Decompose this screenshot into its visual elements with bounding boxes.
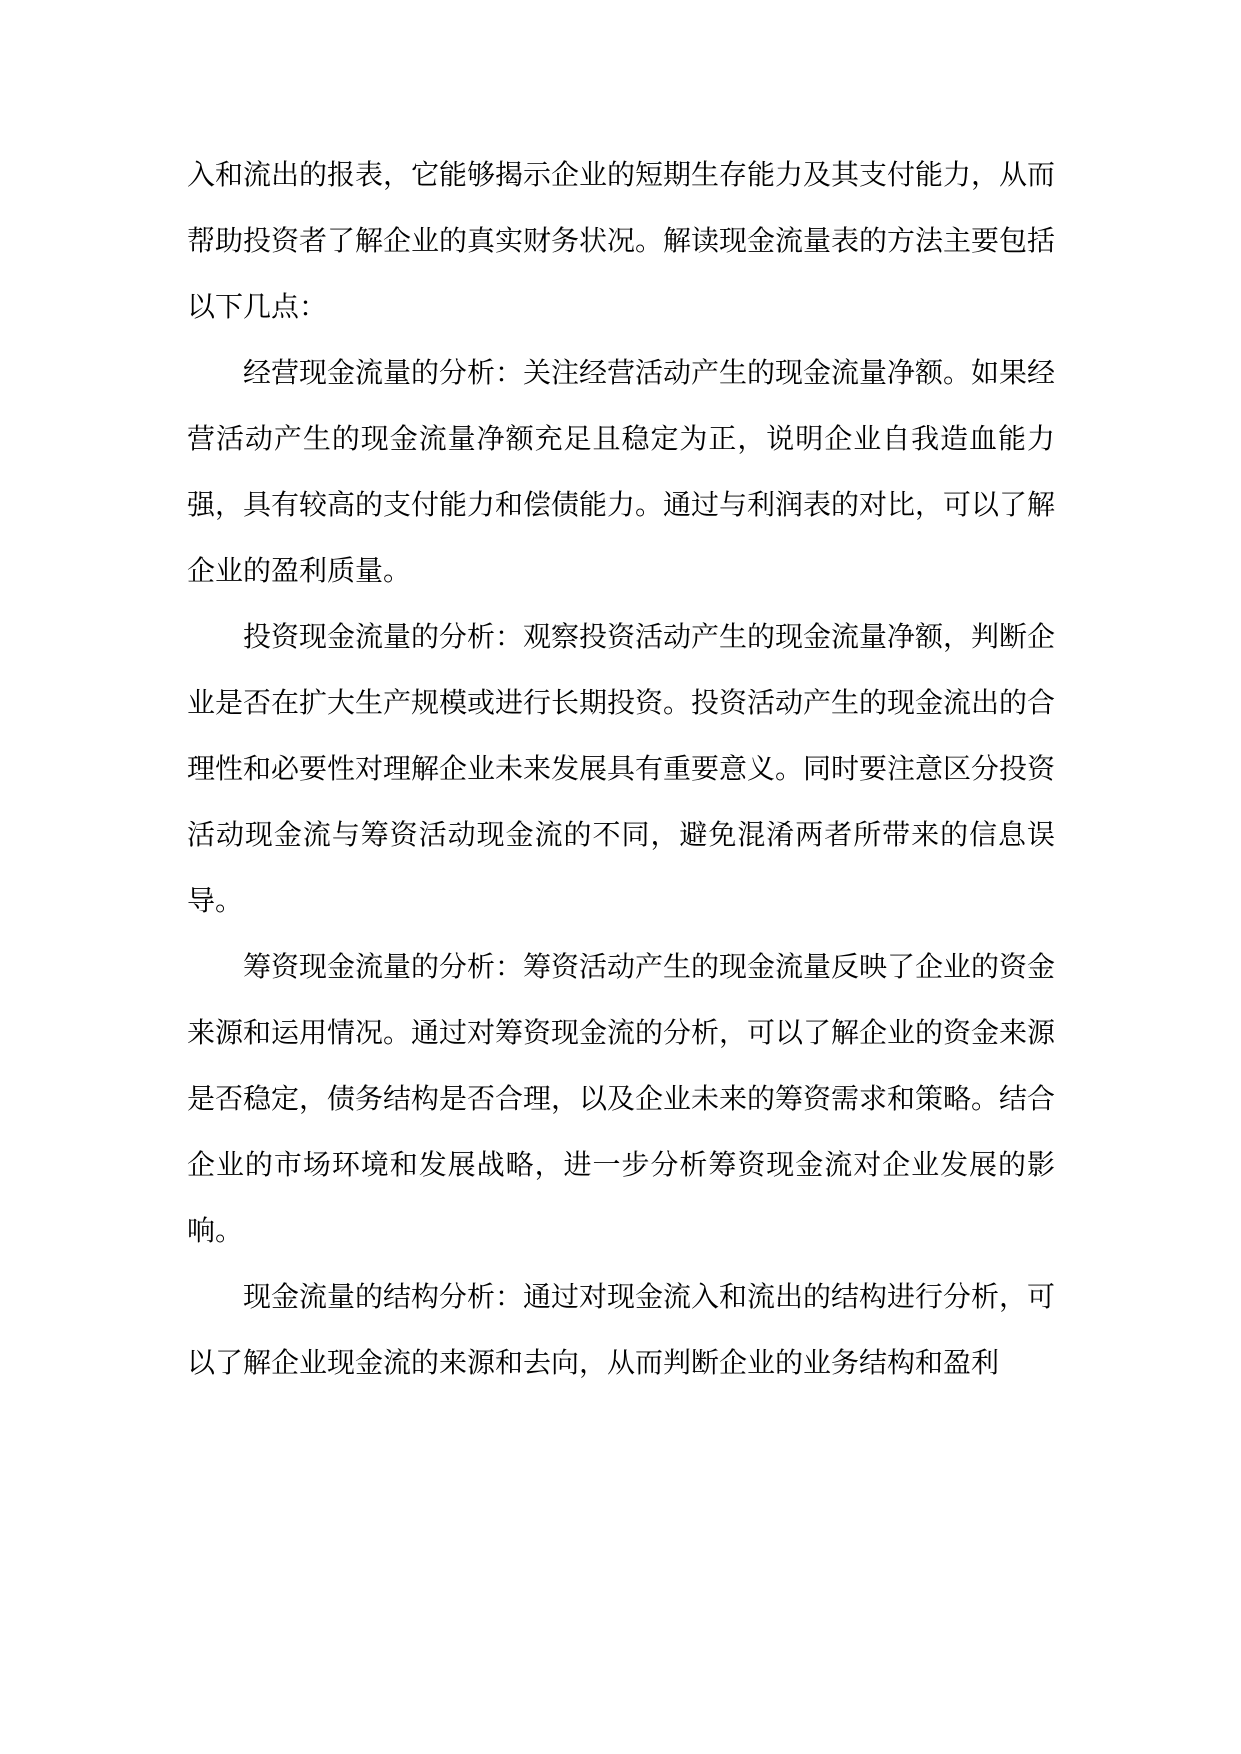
paragraph-cash-flow-intro: 入和流出的报表，它能够揭示企业的短期生存能力及其支付能力，从而帮助投资者了解企业的真实财务状况。解读现金流量表的方法主要包括以下几点： bbox=[187, 158, 1056, 323]
paragraph-investing-cash-flow: 投资现金流量的分析：观察投资活动产生的现金流量净额，判断企业是否在扩大生产规模或进行长期投资。投资活动产生的现金流出的合理性和必要性对理解企业未来发展具有重要意义。同时要注意区分投资活动现金流与筹资活动现金流的不同，避免混淆两者所带来的信息误导。 bbox=[187, 620, 1056, 917]
document-body bbox=[187, 142, 1055, 1396]
paragraph-financing-cash-flow: 筹资现金流量的分析：筹资活动产生的现金流量反映了企业的资金来源和运用情况。通过对筹资现金流的分析，可以了解企业的资金来源是否稳定，债务结构是否合理，以及企业未来的筹资需求和策略。结合企业的市场环境和发展战略，进一步分析筹资现金流对企业发展的影响。 bbox=[187, 950, 1056, 1247]
paragraph-cash-flow-structure: 现金流量的结构分析：通过对现金流入和流出的结构进行分析，可以了解企业现金流的来源和去向，从而判断企业的业务结构和盈利 bbox=[187, 1280, 1056, 1379]
paragraph-operating-cash-flow: 经营现金流量的分析：关注经营活动产生的现金流量净额。如果经营活动产生的现金流量净额充足且稳定为正，说明企业自我造血能力强，具有较高的支付能力和偿债能力。通过与利润表的对比，可以了解企业的盈利质量。 bbox=[187, 356, 1056, 587]
